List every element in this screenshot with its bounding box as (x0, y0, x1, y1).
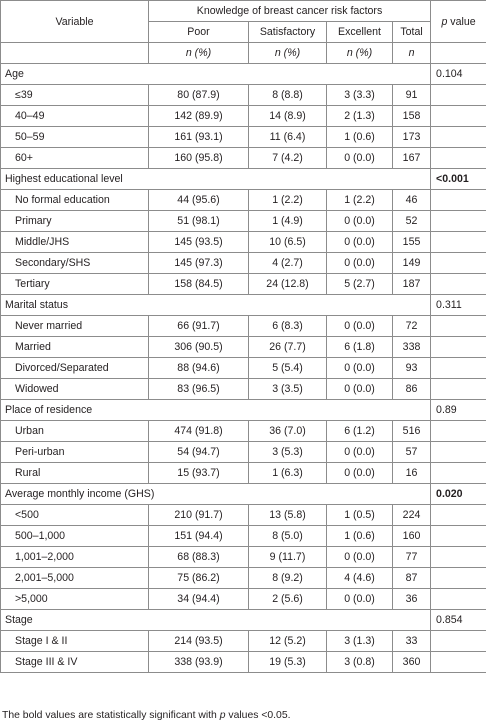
row-label: ≤39 (1, 85, 149, 106)
table-row (1, 211, 486, 232)
table-row (1, 652, 486, 673)
cell-p-empty (431, 274, 486, 295)
cell-satisfactory: 3 (5.3) (249, 442, 327, 463)
cell-excellent: 0 (0.0) (327, 358, 393, 379)
row-label: Divorced/Separated (1, 358, 149, 379)
footnote-part-1: The bold values are statistically significant with (2, 710, 220, 721)
p-symbol: p (441, 15, 448, 28)
cell-total: 158 (393, 106, 431, 127)
cell-satisfactory: 1 (6.3) (249, 463, 327, 484)
variable-header: Variable (1, 1, 149, 43)
cell-p-empty (431, 253, 486, 274)
table-row (1, 358, 486, 379)
table-row (1, 379, 486, 400)
cell-p-empty (431, 316, 486, 337)
unit-row (1, 43, 486, 64)
unit-empty (1, 43, 149, 64)
cell-p-empty (431, 442, 486, 463)
cell-excellent: 4 (4.6) (327, 568, 393, 589)
cell-p-empty (431, 505, 486, 526)
cell-satisfactory: 19 (5.3) (249, 652, 327, 673)
table-row (1, 274, 486, 295)
group-header: Knowledge of breast cancer risk factors (149, 1, 431, 22)
table-row (1, 106, 486, 127)
cell-excellent: 0 (0.0) (327, 589, 393, 610)
cell-p-empty (431, 85, 486, 106)
cell-poor: 145 (93.5) (149, 232, 249, 253)
cell-satisfactory: 8 (9.2) (249, 568, 327, 589)
cell-satisfactory: 11 (6.4) (249, 127, 327, 148)
cell-poor: 160 (95.8) (149, 148, 249, 169)
unit-total: n (393, 43, 431, 64)
cell-poor: 68 (88.3) (149, 547, 249, 568)
cell-p-empty (431, 589, 486, 610)
cell-excellent: 1 (0.6) (327, 127, 393, 148)
cell-poor: 80 (87.9) (149, 85, 249, 106)
section-row-average-monthly-income-ghs (1, 484, 486, 505)
cell-satisfactory: 10 (6.5) (249, 232, 327, 253)
cell-p-empty (431, 652, 486, 673)
cell-satisfactory: 13 (5.8) (249, 505, 327, 526)
row-label: Secondary/SHS (1, 253, 149, 274)
cell-satisfactory: 6 (8.3) (249, 316, 327, 337)
footnote (2, 710, 291, 721)
cell-p-empty (431, 421, 486, 442)
cell-total: 93 (393, 358, 431, 379)
cell-satisfactory: 9 (11.7) (249, 547, 327, 568)
cell-poor: 83 (96.5) (149, 379, 249, 400)
cell-satisfactory: 3 (3.5) (249, 379, 327, 400)
cell-poor: 145 (97.3) (149, 253, 249, 274)
cell-excellent: 3 (1.3) (327, 631, 393, 652)
cell-satisfactory: 2 (5.6) (249, 589, 327, 610)
cell-satisfactory: 1 (2.2) (249, 190, 327, 211)
section-row-stage (1, 610, 486, 631)
section-p-value: 0.104 (431, 64, 486, 85)
cell-poor: 214 (93.5) (149, 631, 249, 652)
cell-poor: 88 (94.6) (149, 358, 249, 379)
cell-total: 173 (393, 127, 431, 148)
cell-excellent: 5 (2.7) (327, 274, 393, 295)
unit-p-empty (431, 43, 486, 64)
section-label: Highest educational level (1, 169, 431, 190)
section-label: Average monthly income (GHS) (1, 484, 431, 505)
cell-excellent: 6 (1.2) (327, 421, 393, 442)
row-label: 500–1,000 (1, 526, 149, 547)
cell-total: 360 (393, 652, 431, 673)
cell-poor: 44 (95.6) (149, 190, 249, 211)
cell-total: 72 (393, 316, 431, 337)
cell-satisfactory: 12 (5.2) (249, 631, 327, 652)
cell-total: 149 (393, 253, 431, 274)
cell-excellent: 1 (0.5) (327, 505, 393, 526)
cell-excellent: 0 (0.0) (327, 232, 393, 253)
cell-p-empty (431, 526, 486, 547)
unit-excellent: n (%) (327, 43, 393, 64)
section-p-value: 0.311 (431, 295, 486, 316)
section-row-marital-status (1, 295, 486, 316)
cell-total: 155 (393, 232, 431, 253)
row-label: Stage III & IV (1, 652, 149, 673)
cell-poor: 158 (84.5) (149, 274, 249, 295)
row-label: Peri-urban (1, 442, 149, 463)
row-label: Stage I & II (1, 631, 149, 652)
table-row (1, 442, 486, 463)
cell-poor: 151 (94.4) (149, 526, 249, 547)
row-label: Primary (1, 211, 149, 232)
cell-satisfactory: 8 (5.0) (249, 526, 327, 547)
row-label: <500 (1, 505, 149, 526)
row-label: Married (1, 337, 149, 358)
cell-p-empty (431, 232, 486, 253)
table-row (1, 463, 486, 484)
table-row (1, 526, 486, 547)
cell-total: 36 (393, 589, 431, 610)
section-p-value: 0.020 (431, 484, 486, 505)
cell-total: 167 (393, 148, 431, 169)
section-row-age (1, 64, 486, 85)
cell-satisfactory: 4 (2.7) (249, 253, 327, 274)
footnote-part-2: values <0.05. (225, 710, 291, 721)
cell-p-empty (431, 190, 486, 211)
cell-poor: 54 (94.7) (149, 442, 249, 463)
row-label: 1,001–2,000 (1, 547, 149, 568)
cell-excellent: 1 (2.2) (327, 190, 393, 211)
cell-total: 77 (393, 547, 431, 568)
col-total: Total (393, 22, 431, 43)
unit-satisfactory: n (%) (249, 43, 327, 64)
table-row (1, 631, 486, 652)
row-label: Tertiary (1, 274, 149, 295)
section-label: Stage (1, 610, 431, 631)
row-label: 50–59 (1, 127, 149, 148)
cell-p-empty (431, 211, 486, 232)
cell-excellent: 0 (0.0) (327, 379, 393, 400)
cell-total: 160 (393, 526, 431, 547)
p-value-header (431, 1, 486, 43)
cell-poor: 210 (91.7) (149, 505, 249, 526)
section-label: Marital status (1, 295, 431, 316)
row-label: >5,000 (1, 589, 149, 610)
cell-poor: 474 (91.8) (149, 421, 249, 442)
cell-poor: 34 (94.4) (149, 589, 249, 610)
p-value-word: value (447, 15, 476, 28)
row-label: No formal education (1, 190, 149, 211)
cell-poor: 51 (98.1) (149, 211, 249, 232)
cell-p-empty (431, 358, 486, 379)
cell-total: 224 (393, 505, 431, 526)
section-p-value: 0.89 (431, 400, 486, 421)
cell-poor: 75 (86.2) (149, 568, 249, 589)
cell-total: 187 (393, 274, 431, 295)
cell-satisfactory: 7 (4.2) (249, 148, 327, 169)
table-row (1, 85, 486, 106)
section-label: Place of residence (1, 400, 431, 421)
table-row (1, 337, 486, 358)
cell-excellent: 2 (1.3) (327, 106, 393, 127)
section-row-highest-educational-level (1, 169, 486, 190)
cell-p-empty (431, 379, 486, 400)
col-excellent: Excellent (327, 22, 393, 43)
cell-total: 86 (393, 379, 431, 400)
cell-excellent: 0 (0.0) (327, 211, 393, 232)
cell-excellent: 0 (0.0) (327, 442, 393, 463)
cell-satisfactory: 26 (7.7) (249, 337, 327, 358)
section-p-value: 0.854 (431, 610, 486, 631)
footnote-p-symbol: p (219, 710, 226, 721)
table-row (1, 232, 486, 253)
cell-poor: 161 (93.1) (149, 127, 249, 148)
cell-satisfactory: 1 (4.9) (249, 211, 327, 232)
section-p-value: <0.001 (431, 169, 486, 190)
table-row (1, 316, 486, 337)
row-label: Widowed (1, 379, 149, 400)
section-label: Age (1, 64, 431, 85)
row-label: 2,001–5,000 (1, 568, 149, 589)
cell-excellent: 3 (3.3) (327, 85, 393, 106)
table-row (1, 589, 486, 610)
cell-p-empty (431, 148, 486, 169)
cell-satisfactory: 14 (8.9) (249, 106, 327, 127)
cell-excellent: 6 (1.8) (327, 337, 393, 358)
cell-p-empty (431, 463, 486, 484)
table-row (1, 148, 486, 169)
table-row (1, 253, 486, 274)
unit-poor: n (%) (149, 43, 249, 64)
cell-total: 33 (393, 631, 431, 652)
cell-excellent: 1 (0.6) (327, 526, 393, 547)
cell-p-empty (431, 106, 486, 127)
col-satisfactory: Satisfactory (249, 22, 327, 43)
section-row-place-of-residence (1, 400, 486, 421)
cell-excellent: 0 (0.0) (327, 547, 393, 568)
cell-total: 16 (393, 463, 431, 484)
table-row (1, 190, 486, 211)
cell-poor: 142 (89.9) (149, 106, 249, 127)
cell-poor: 66 (91.7) (149, 316, 249, 337)
cell-excellent: 0 (0.0) (327, 463, 393, 484)
cell-total: 87 (393, 568, 431, 589)
cell-total: 91 (393, 85, 431, 106)
cell-p-empty (431, 631, 486, 652)
cell-total: 52 (393, 211, 431, 232)
cell-poor: 306 (90.5) (149, 337, 249, 358)
cell-satisfactory: 5 (5.4) (249, 358, 327, 379)
table-row (1, 127, 486, 148)
table-row (1, 547, 486, 568)
cell-excellent: 0 (0.0) (327, 148, 393, 169)
cell-excellent: 3 (0.8) (327, 652, 393, 673)
cell-excellent: 0 (0.0) (327, 253, 393, 274)
col-poor: Poor (149, 22, 249, 43)
row-label: Middle/JHS (1, 232, 149, 253)
table-row (1, 505, 486, 526)
cell-poor: 338 (93.9) (149, 652, 249, 673)
row-label: 60+ (1, 148, 149, 169)
cell-p-empty (431, 568, 486, 589)
row-label: Urban (1, 421, 149, 442)
cell-satisfactory: 36 (7.0) (249, 421, 327, 442)
cell-total: 57 (393, 442, 431, 463)
cell-satisfactory: 24 (12.8) (249, 274, 327, 295)
cell-p-empty (431, 127, 486, 148)
cell-total: 338 (393, 337, 431, 358)
cell-excellent: 0 (0.0) (327, 316, 393, 337)
header-row-1 (1, 1, 486, 22)
cell-p-empty (431, 337, 486, 358)
cell-satisfactory: 8 (8.8) (249, 85, 327, 106)
table-row (1, 568, 486, 589)
cell-poor: 15 (93.7) (149, 463, 249, 484)
cell-total: 46 (393, 190, 431, 211)
table-row (1, 421, 486, 442)
row-label: 40–49 (1, 106, 149, 127)
row-label: Never married (1, 316, 149, 337)
cell-total: 516 (393, 421, 431, 442)
cell-p-empty (431, 547, 486, 568)
row-label: Rural (1, 463, 149, 484)
